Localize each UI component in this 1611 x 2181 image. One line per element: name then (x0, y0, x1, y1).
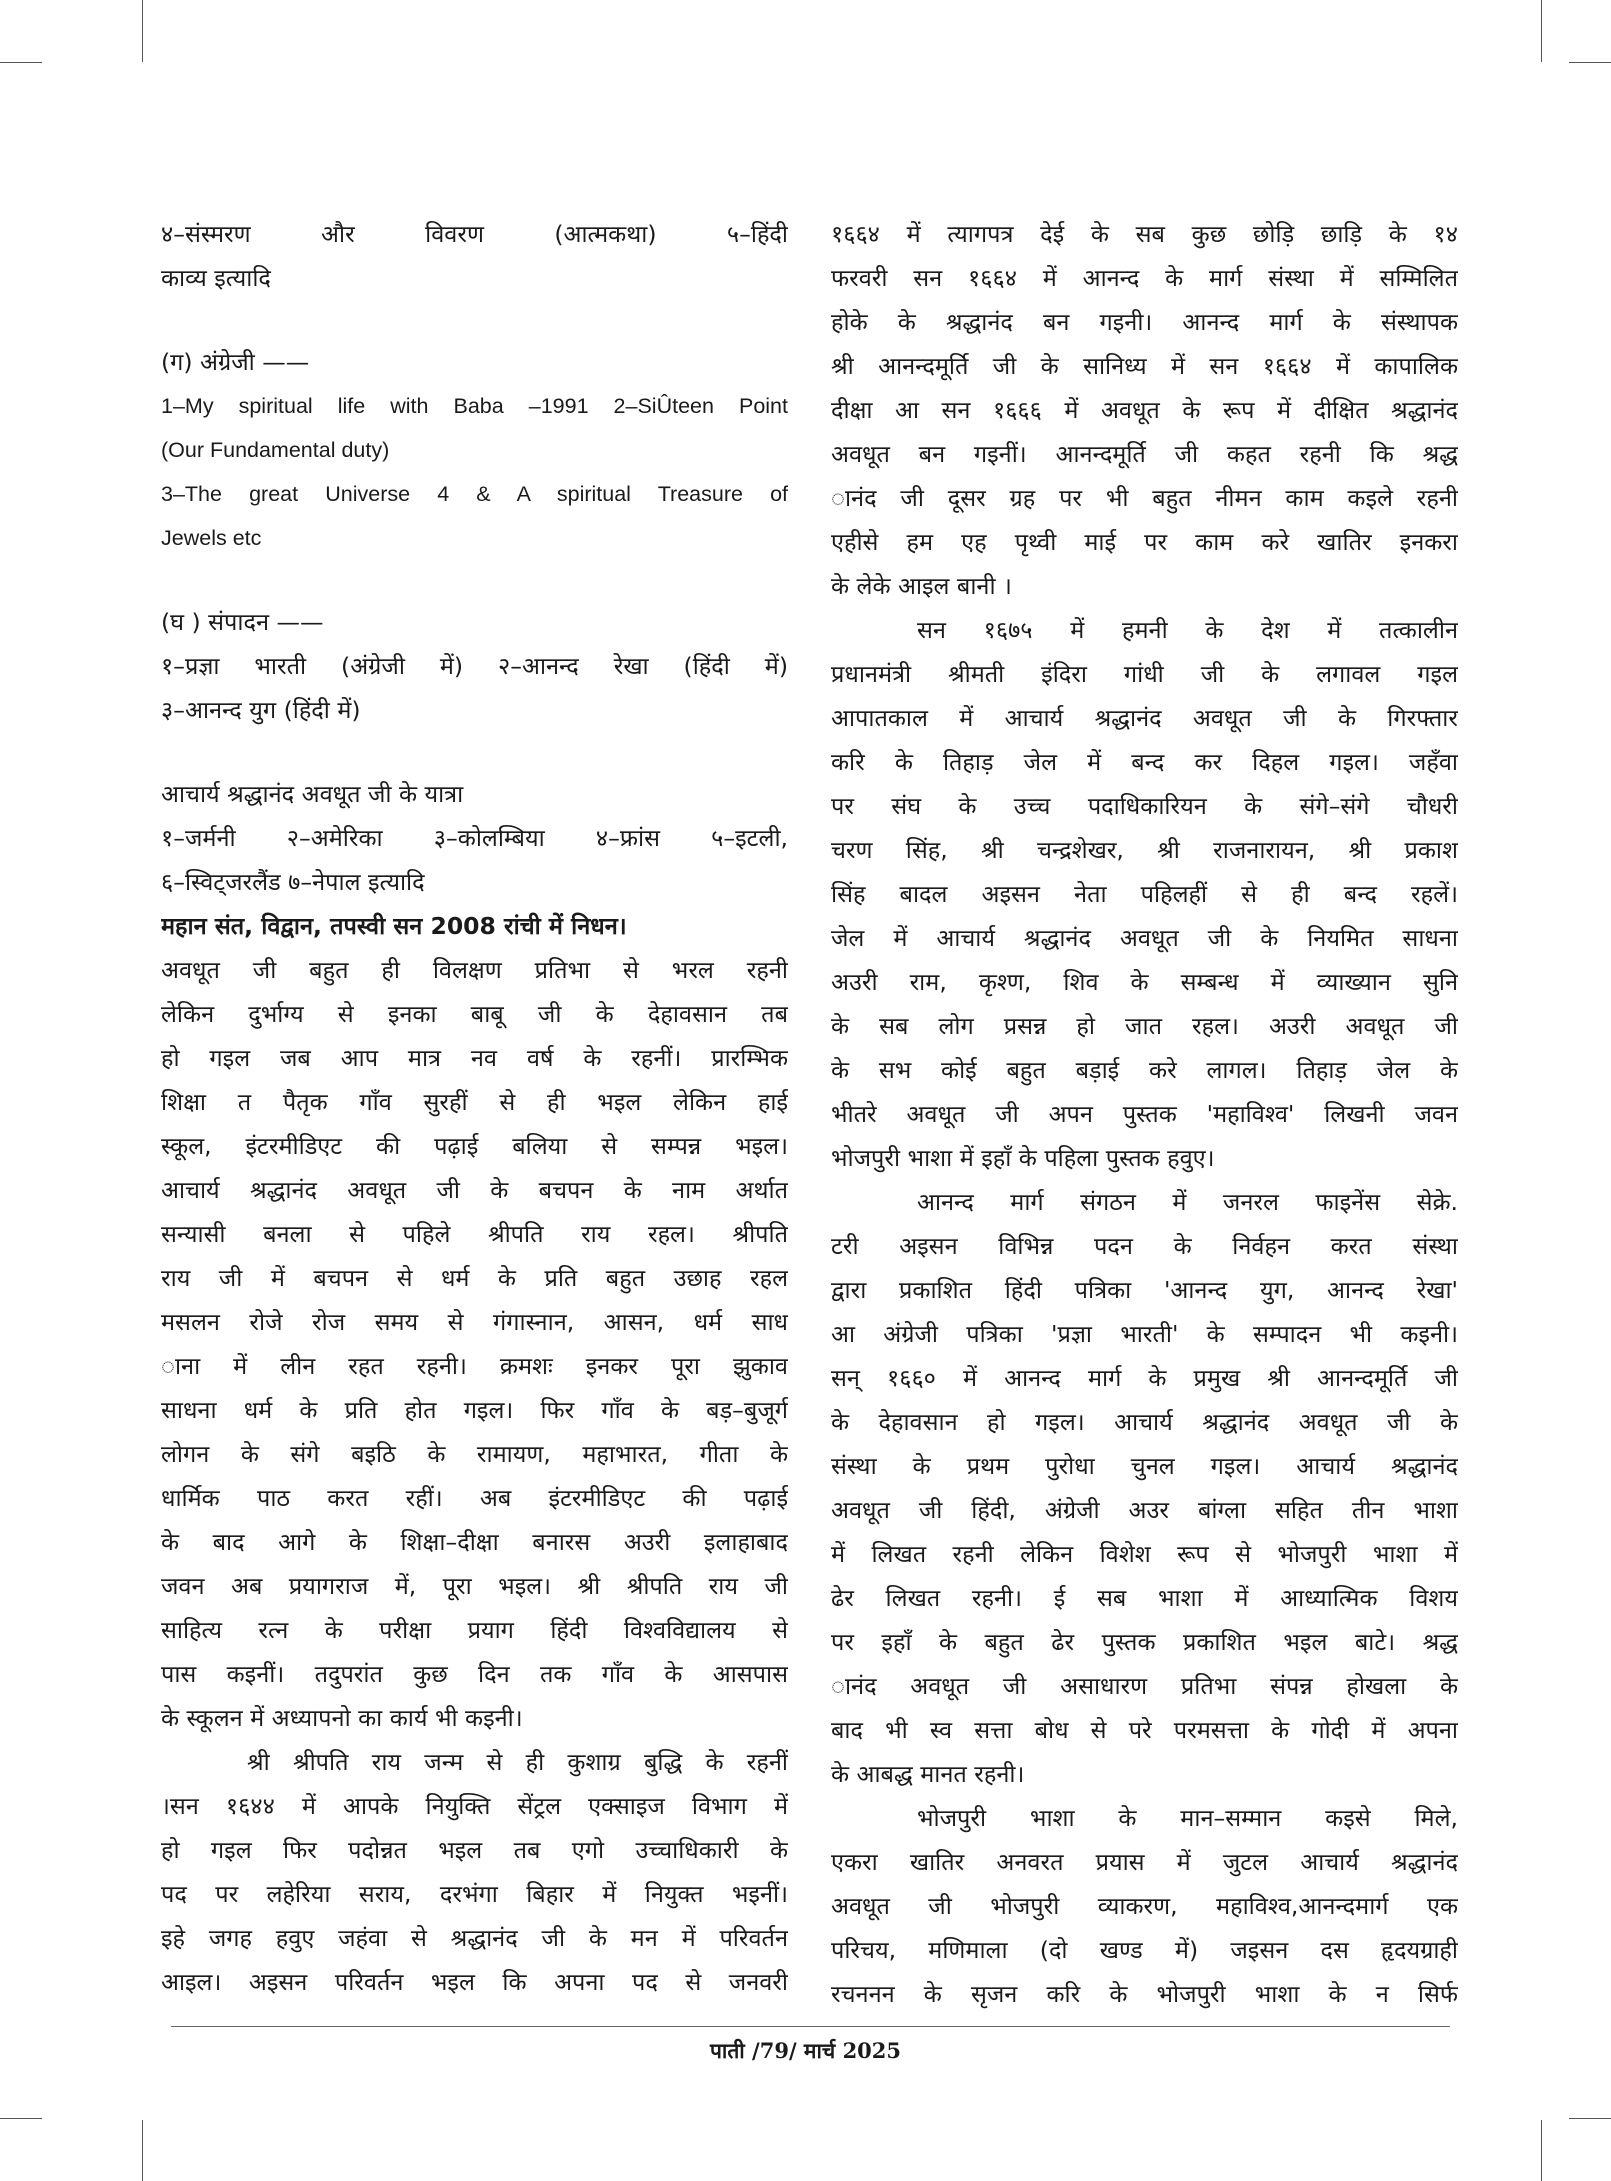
text-line: रचननन के सृजन करि के भोजपुरी भाशा के न सिर्फ (831, 1980, 1458, 2008)
text-line: हो गइल जब आप मात्र नव वर्ष के रहनीं। प्रारम्भिक (161, 1044, 788, 1072)
text-line: मसलन रोजे रोज समय से गंगास्नान, आसन, धर्म साध (161, 1308, 788, 1336)
text-line: पद पर लहेरिया सराय, दरभंगा बिहार में नियुक्त भइनीं। (161, 1880, 788, 1908)
text-line: प्रधानमंत्री श्रीमती इंदिरा गांधी जी के लगावल गइल (831, 660, 1458, 688)
text-line: ानंद जी दूसर ग्रह पर भी बहुत नीमन काम कइले रहनी (831, 484, 1458, 512)
text-line: श्री श्रीपति राय जन्म से ही कुशाग्र बुद्धि के रहनीं (247, 1748, 788, 1776)
right-text-column (831, 212, 1458, 2016)
text-line: हो गइल फिर पदोन्नत भइल तब एगो उच्चाधिकारी के (161, 1836, 788, 1864)
crop-mark (0, 2118, 42, 2119)
crop-mark (1541, 0, 1542, 62)
text-line: परिचय, मणिमाला (दो खण्ड में) जइसन दस हृदयग्राही (831, 1936, 1458, 1964)
text-line: के आबद्ध मानत रहनी। (831, 1760, 1025, 1788)
text-line: भोजपुरी भाशा में इहाँ के पहिला पुस्तक हवुए। (831, 1144, 1215, 1172)
text-line: (Our Fundamental duty) (161, 438, 390, 462)
text-line: आनन्द मार्ग संगठन में जनरल फाइनेंस सेक्रे. (917, 1188, 1458, 1216)
text-line: Jewels etc (161, 526, 262, 550)
text-line: टरी अइसन विभिन्न पदन के निर्वहन करत संस्था (831, 1232, 1458, 1260)
text-line: सिंह बादल अइसन नेता पहिलहीं से ही बन्द रहलें। (831, 880, 1458, 908)
text-line: चरण सिंह, श्री चन्द्रशेखर, श्री राजनारायन, श्री प्रकाश (831, 836, 1458, 864)
text-line: बाद भी स्व सत्ता बोध से परे परमसत्ता के गोदी में अपना (831, 1716, 1458, 1744)
text-line: द्वारा प्रकाशित हिंदी पत्रिका 'आनन्द युग, आनन्द रेखा' (831, 1276, 1458, 1304)
text-line: ढेर लिखत रहनी। ई सब भाशा में आध्यात्मिक विशय (831, 1584, 1458, 1612)
text-line: ाना में लीन रहत रहनी। क्रमशः इनकर पूरा झुकाव (161, 1352, 788, 1380)
crop-mark (0, 62, 42, 63)
text-line: के सब लोग प्रसन्न हो जात रहल। अउरी अवधूत जी (831, 1012, 1458, 1040)
text-line: स्कूल, इंटरमीडिएट की पढ़ाई बलिया से सम्पन्न भइल। (161, 1132, 788, 1160)
text-line: इहे जगह हवुए जहंवा से श्रद्धानंद जी के मन में परिवर्तन (161, 1924, 788, 1952)
text-line: ४–संस्मरण और विवरण (आत्मकथा) ५–हिंदी (161, 220, 788, 248)
crop-mark (1541, 2120, 1542, 2181)
text-line: अउरी राम, कृश्ण, शिव के सम्बन्ध में व्याख्यान सुनि (831, 968, 1458, 996)
left-text-column (161, 212, 788, 2004)
text-line: धार्मिक पाठ करत रहीं। अब इंटरमीडिएट की पढ़ाई (161, 1484, 788, 1512)
paragraph-gap (161, 560, 788, 600)
crop-mark (142, 2120, 143, 2181)
text-line: लोगन के संगे बइठि के रामायण, महाभारत, गीता के (161, 1440, 788, 1468)
text-line: (ग) अंग्रेजी —— (161, 348, 310, 376)
crop-mark (142, 0, 143, 62)
text-line: अवधूत जी भोजपुरी व्याकरण, महाविश्व,आनन्दमार्ग एक (831, 1892, 1458, 1920)
text-line: एहीसे हम एह पृथ्वी माई पर काम करे खातिर इनकरा (831, 528, 1458, 556)
text-line: आपातकाल में आचार्य श्रद्धानंद अवधूत जी के गिरफ्तार (831, 704, 1458, 732)
text-line: होके के श्रद्धानंद बन गइनी। आनन्द मार्ग के संस्थापक (831, 308, 1458, 336)
text-line: सन्यासी बनला से पहिले श्रीपति राय रहल। श्रीपति (161, 1220, 788, 1248)
text-line: भीतरे अवधूत जी अपन पुस्तक 'महाविश्व' लिखनी जवन (831, 1100, 1458, 1128)
text-line: एकरा खातिर अनवरत प्रयास में जुटल आचार्य श्रद्धानंद (831, 1848, 1458, 1876)
text-line: के स्कूलन में अध्यापनो का कार्य भी कइनी। (161, 1704, 523, 1732)
text-line: संस्था के प्रथम पुरोधा चुनल गइल। आचार्य श्रद्धानंद (831, 1452, 1458, 1480)
text-line: १–जर्मनी २–अमेरिका ३–कोलम्बिया ४–फ्रांस ५–इटली, (161, 824, 788, 852)
text-line: ानंद अवधूत जी असाधारण प्रतिभा संपन्न होखला के (831, 1672, 1458, 1700)
text-line: जेल में आचार्य श्रद्धानंद अवधूत जी के नियमित साधना (831, 924, 1458, 952)
text-line: के लेके आइल बानी । (831, 572, 1012, 600)
text-line: अवधूत बन गइनीं। आनन्दमूर्ति जी कहत रहनी कि श्रद्ध (831, 440, 1458, 468)
text-line: आचार्य श्रद्धानंद अवधूत जी के बचपन के नाम अर्थात (161, 1176, 788, 1204)
text-line: श्री आनन्दमूर्ति जी के सानिध्य में सन १६६४ में कापालिक (831, 352, 1458, 380)
text-line: पर संघ के उच्च पदाधिकारियन के संगे–संगे चौधरी (831, 792, 1458, 820)
text-line: ।सन १६४४ में आपके नियुक्ति सेंट्रल एक्साइज विभाग में (161, 1792, 788, 1820)
text-line: सन् १६६० में आनन्द मार्ग के प्रमुख श्री आनन्दमूर्ति जी (831, 1364, 1458, 1392)
text-line: दीक्षा आ सन १६६६ में अवधूत के रूप में दीक्षित श्रद्धानंद (831, 396, 1458, 424)
text-line: में लिखत रहनी लेकिन विशेश रूप से भोजपुरी भाशा में (831, 1540, 1458, 1568)
crop-mark (1569, 62, 1611, 63)
text-line: साहित्य रत्न के परीक्षा प्रयाग हिंदी विश्वविद्यालय से (161, 1616, 788, 1644)
text-line: ६–स्विट्जरलैंड ७–नेपाल इत्यादि (161, 868, 425, 896)
paragraph-gap (161, 300, 788, 340)
text-line: के देहावसान हो गइल। आचार्य श्रद्धानंद अवधूत जी के (831, 1408, 1458, 1436)
text-line: अवधूत जी बहुत ही विलक्षण प्रतिभा से भरल रहनी (161, 956, 788, 984)
crop-mark (1569, 2118, 1611, 2119)
text-line: जवन अब प्रयागराज में, पूरा भइल। श्री श्रीपति राय जी (161, 1572, 788, 1600)
text-line: लेकिन दुर्भाग्य से इनका बाबू जी के देहावसान तब (161, 1000, 788, 1028)
text-line: सन १६७५ में हमनी के देश में तत्कालीन (917, 616, 1458, 644)
text-line: आचार्य श्रद्धानंद अवधूत जी के यात्रा (161, 780, 464, 808)
text-line: पर इहाँ के बहुत ढेर पुस्तक प्रकाशित भइल बाटे। श्रद्ध (831, 1628, 1458, 1656)
text-line: १६६४ में त्यागपत्र देई के सब कुछ छोड़ि छाड़ि के १४ (831, 220, 1458, 248)
text-line: ३–आनन्द युग (हिंदी में) (161, 696, 361, 724)
text-line: भोजपुरी भाशा के मान–सम्मान कइसे मिले, (917, 1804, 1458, 1832)
text-line: के सभ कोई बहुत बड़ाई करे लागल। तिहाड़ जेल के (831, 1056, 1458, 1084)
section-heading: महान संत, विद्वान, तपस्वी सन 2008 रांची में निधन। (161, 912, 627, 940)
paragraph-gap (161, 732, 788, 772)
text-line: (घ ) संपादन —— (161, 608, 324, 636)
text-line: फरवरी सन १६६४ में आनन्द के मार्ग संस्था में सम्मिलित (831, 264, 1458, 292)
text-line: पास कइनीं। तदुपरांत कुछ दिन तक गाँव के आसपास (161, 1660, 788, 1688)
text-line: करि के तिहाड़ जेल में बन्द कर दिहल गइल। जहँवा (831, 748, 1458, 776)
footer-rule (171, 2026, 1450, 2027)
text-line: आइल। अइसन परिवर्तन भइल कि अपना पद से जनवरी (161, 1968, 788, 1996)
text-line: १–प्रज्ञा भारती (अंग्रेजी में) २–आनन्द रेखा (हिंदी में) (161, 652, 788, 680)
text-line: आ अंग्रेजी पत्रिका 'प्रज्ञा भारती' के सम्पादन भी कइनी। (831, 1320, 1458, 1348)
text-line: शिक्षा त पैतृक गाँव सुरहीं से ही भइल लेकिन हाई (161, 1088, 788, 1116)
text-line: अवधूत जी हिंदी, अंग्रेजी अउर बांग्ला सहित तीन भाशा (831, 1496, 1458, 1524)
page-footer: पाती /79/ मार्च 2025 (709, 2038, 902, 2063)
text-line: साधना धर्म के प्रति होत गइल। फिर गाँव के बड़–बुजूर्ग (161, 1396, 788, 1424)
text-line: 1–My spiritual life with Baba –1991 2–SiÛteen Point (161, 394, 788, 418)
text-line: राय जी में बचपन से धर्म के प्रति बहुत उछाह रहल (161, 1264, 788, 1292)
text-line: के बाद आगे के शिक्षा–दीक्षा बनारस अउरी इलाहाबाद (161, 1528, 788, 1556)
text-line: 3–The great Universe 4 & A spiritual Treasure of (161, 482, 788, 506)
text-line: काव्य इत्यादि (161, 264, 271, 292)
